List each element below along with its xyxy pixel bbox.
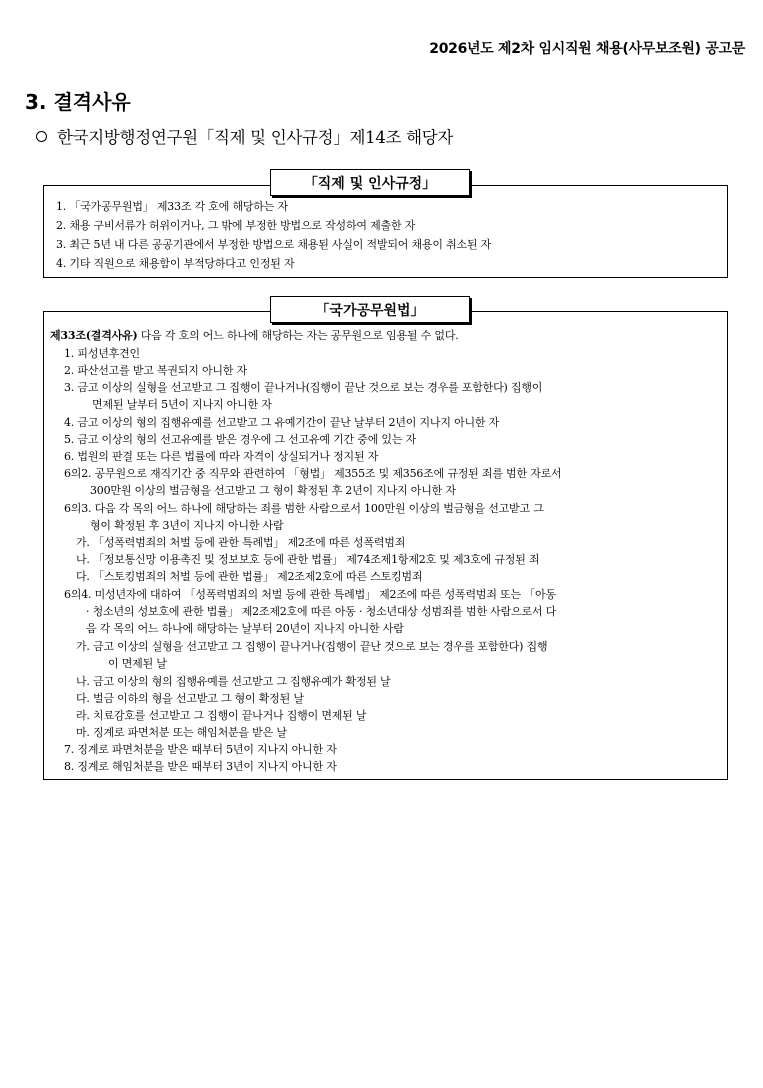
act-line: 2. 파산선고를 받고 복권되지 아니한 자 — [64, 364, 247, 377]
act-line: 300만원 이상의 벌금형을 선고받고 그 형이 확정된 후 2년이 지나지 아니한 자 — [90, 484, 456, 497]
rule-item: 2. 채용 구비서류가 허위이거나, 그 밖에 부정한 방법으로 작성하여 제출한 자 — [56, 219, 416, 232]
act-line: 면제된 날부터 5년이 지나지 아니한 자 — [92, 398, 272, 411]
personnel-rules-box — [43, 185, 728, 278]
act-line: 이 면제된 날 — [108, 657, 167, 670]
act-line: 6의2. 공무원으로 재직기간 중 직무와 관련하여 「형법」 제355조 및 제356조에 규정된 죄를 범한 자로서 — [64, 467, 562, 480]
rule-item: 1. 「국가공무원법」 제33조 각 호에 해당하는 자 — [56, 200, 288, 213]
section-title: 3. 결격사유 — [25, 90, 131, 114]
act-line: 1. 피성년후견인 — [64, 347, 140, 360]
act-line: 다. 「스토킹범죄의 처벌 등에 관한 법률」 제2조제2호에 따른 스토킹범죄 — [76, 570, 423, 583]
article-intro-bold: 제33조(결격사유) — [50, 329, 138, 342]
civil-service-act-box — [43, 311, 728, 780]
act-line: 가. 금고 이상의 실형을 선고받고 그 집행이 끝나거나(집행이 끝난 것으로 보는 경우를 포함한다) 집행 — [76, 640, 548, 653]
act-line: 라. 치료감호를 선고받고 그 집행이 끝나거나 집행이 면제된 날 — [76, 709, 367, 722]
hollow-circle-bullet-icon — [36, 131, 47, 142]
civil-service-act-title: 「국가공무원법」 — [270, 296, 470, 323]
personnel-rules-title: 「직제 및 인사규정」 — [270, 169, 470, 196]
act-line: 6의4. 미성년자에 대하여 「성폭력범죄의 처벌 등에 관한 특례법」 제2조에 따른 성폭력범죄 또는 「아동 — [64, 588, 556, 601]
rule-item: 4. 기타 직원으로 채용함이 부적당하다고 인정된 자 — [56, 257, 295, 270]
act-line: 5. 금고 이상의 형의 선고유예를 받은 경우에 그 선고유예 기간 중에 있는 자 — [64, 433, 417, 446]
act-line: 다. 벌금 이하의 형을 선고받고 그 형이 확정된 날 — [76, 692, 304, 705]
rule-item: 3. 최근 5년 내 다른 공공기관에서 부정한 방법으로 채용된 사실이 적발되어 채용이 취소된 자 — [56, 238, 492, 251]
bullet-text: 한국지방행정연구원「직제 및 인사규정」제14조 해당자 — [57, 128, 454, 147]
act-line: 마. 징계로 파면처분 또는 해임처분을 받은 날 — [76, 726, 287, 739]
article-intro — [50, 329, 459, 343]
act-line: 7. 징계로 파면처분을 받은 때부터 5년이 지나지 아니한 자 — [64, 743, 337, 756]
act-line: 나. 금고 이상의 형의 집행유예를 선고받고 그 집행유예가 확정된 날 — [76, 675, 391, 688]
act-line: 나. 「정보통신망 이용촉진 및 정보보호 등에 관한 법률」 제74조제1항제2호 및 제3호에 규정된 죄 — [76, 553, 540, 566]
act-line: · 청소년의 성보호에 관한 법률」 제2조제2호에 따른 아동 · 청소년대상 성범죄를 범한 사람으로서 다 — [86, 605, 557, 618]
act-line: 가. 「성폭력범죄의 처벌 등에 관한 특례법」 제2조에 따른 성폭력범죄 — [76, 536, 406, 549]
act-line: 3. 금고 이상의 실형을 선고받고 그 집행이 끝나거나(집행이 끝난 것으로 보는 경우를 포함한다) 집행이 — [64, 381, 543, 394]
act-line: 4. 금고 이상의 형의 집행유예를 선고받고 그 유예기간이 끝난 날부터 2년이 지나지 아니한 자 — [64, 416, 500, 429]
act-line: 8. 징계로 해임처분을 받은 때부터 3년이 지나지 아니한 자 — [64, 760, 337, 773]
act-line: 형이 확정된 후 3년이 지나지 아니한 사람 — [90, 519, 284, 532]
document-header-title: 2026년도 제2차 임시직원 채용(사무보조원) 공고문 — [429, 41, 745, 57]
act-line: 6의3. 다음 각 목의 어느 하나에 해당하는 죄를 범한 사람으로서 100만원 이상의 벌금형을 선고받고 그 — [64, 502, 544, 515]
bullet-line — [36, 124, 453, 148]
act-line: 6. 법원의 판결 또는 다른 법률에 따라 자격이 상실되거나 정지된 자 — [64, 450, 379, 463]
article-intro-rest: 다음 각 호의 어느 하나에 해당하는 자는 공무원으로 임용될 수 없다. — [137, 329, 459, 342]
act-line: 음 각 목의 어느 하나에 해당하는 날부터 20년이 지나지 아니한 사람 — [86, 622, 404, 635]
